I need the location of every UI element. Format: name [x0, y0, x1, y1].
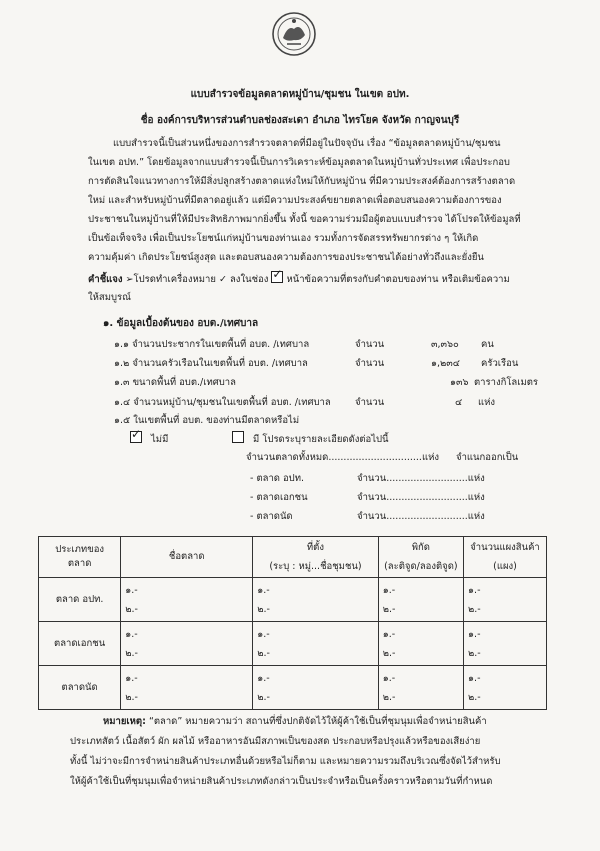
instructions-cont: ให้สมบูรณ์: [88, 292, 131, 303]
arrow-icon: ➢: [125, 274, 134, 285]
col-header-type: ประเภทของ ตลาด: [39, 537, 121, 578]
item-value: ๑๓๖: [450, 377, 469, 388]
note-first-line: [103, 714, 487, 729]
stalls-cell[interactable]: ๑.- ๒.-: [464, 578, 547, 622]
note-line: ให้ผู้ค้าใช้เป็นที่ชุมนุมเพื่อจำหน่ายสินค้าประเภทดังกล่าวเป็นประจำหรือเป็นครั้งคราวหรือตามวันที่กำหนด: [70, 776, 493, 787]
col-header-name: ชื่อตลาด: [121, 537, 253, 578]
row-type: ตลาดนัด: [39, 666, 121, 710]
name-cell[interactable]: ๑.- ๒.-: [121, 578, 253, 622]
checkbox-yes[interactable]: [232, 431, 244, 443]
location-subheader: (ระบุ : หมู่...ชื่อชุมชน): [269, 561, 362, 572]
stalls-subheader: (แผง): [493, 561, 517, 572]
location-cell[interactable]: ๑.- ๒.-: [253, 622, 378, 666]
checked-box-icon: [271, 271, 283, 283]
row-type: ตลาดเอกชน: [39, 622, 121, 666]
qty-label: จำนวน: [357, 511, 387, 522]
row-type: ตลาด อปท.: [39, 578, 121, 622]
location-header: ที่ตั้ง: [306, 542, 324, 553]
item-unit: ตารางกิโลเมตร: [474, 377, 539, 388]
option-no-label: ไม่มี: [151, 434, 169, 445]
table-row: [39, 622, 547, 666]
option-yes-label: มี โปรดระบุรายละเอียดดังต่อไปนี้: [253, 434, 389, 445]
qty-label: จำนวน: [355, 397, 385, 408]
table-row: [39, 578, 547, 622]
col-header-coords: [378, 537, 463, 578]
col-header-location: [253, 537, 378, 578]
qty-label: จำนวน: [357, 492, 387, 503]
note-line: ทั้งนี้ ไม่ว่าจะมีการจำหน่ายสินค้าประเภทอื่นด้วยหรือไม่ก็ตาม และหมายความรวมถึงบริเวณซึ่งจัดไว้สำหรับ: [70, 756, 501, 767]
qty-label: จำนวน: [357, 473, 387, 484]
organization-line: ชื่อ องค์การบริหารส่วนตำบลช่องสะเดา อำเภอ ไทรโยค จังหวัด กาญจนบุรี: [140, 115, 460, 126]
qty-label: จำนวน: [355, 339, 385, 350]
note-line: ประเภทสัตว์ เนื้อสัตว์ ผัก ผลไม้ หรืออาหารอันมีสภาพเป็นของสด ประกอบหรือปรุงแล้วหรือของเสียง่าย: [70, 736, 481, 747]
intro-line: การตัดสินใจแนวทางการให้มีสิ่งปลูกสร้างตลาดแห่งใหม่ให้กับหมู่บ้าน ที่มีความประสงค์ต้องการสร้างตลาด: [88, 176, 516, 187]
checkbox-no[interactable]: [130, 431, 142, 443]
option-yes[interactable]: [232, 431, 389, 447]
name-cell[interactable]: ๑.- ๒.-: [121, 666, 253, 710]
coords-cell[interactable]: ๑.- ๒.-: [378, 622, 463, 666]
table-row: [39, 666, 547, 710]
item-value: ๓,๓๖๐: [431, 339, 459, 350]
stalls-cell[interactable]: ๑.- ๒.-: [464, 622, 547, 666]
item-label: ๑.๑ จำนวนประชากรในเขตพื้นที่ อบต. /เทศบาล: [114, 339, 310, 350]
item-unit: แห่ง: [478, 397, 496, 408]
intro-line: เป็นข้อเท็จจริง เพื่อเป็นประโยชน์แก่หมู่บ้านของท่านเอง รวมทั้งการจัดสรรทรัพยากรต่าง ๆ ให้เกิด: [88, 233, 479, 244]
name-cell[interactable]: ๑.- ๒.-: [121, 622, 253, 666]
survey-title: แบบสำรวจข้อมูลตลาดหมู่บ้าน/ชุมชน ในเขต อปท.: [190, 89, 410, 100]
market-table: [38, 536, 547, 710]
coords-subheader: (ละติจูด/ลองติจูด): [384, 561, 458, 572]
unit-label: แห่ง: [467, 492, 485, 503]
instructions: [88, 271, 510, 287]
coords-cell[interactable]: ๑.- ๒.-: [378, 666, 463, 710]
unit-label: แห่ง: [467, 473, 485, 484]
item-unit: คน: [481, 339, 494, 350]
location-cell[interactable]: ๑.- ๒.-: [253, 578, 378, 622]
intro-line: ในเขต อปท.” โดยข้อมูลจากแบบสำรวจนี้เป็นการวิเคราะห์ข้อมูลตลาดในหมู่บ้านทั่วประเทศ เพื่อประกอบ: [88, 157, 510, 168]
stalls-header: จำนวนแผงสินค้า: [470, 542, 540, 553]
checkmark-icon: ✓: [218, 274, 227, 285]
sub-field[interactable]: จำนวน...........................แห่ง: [357, 511, 485, 522]
intro-line: ประชาชนในหมู่บ้านที่ให้มีประสิทธิภาพมากยิ่งขึ้น ทั้งนี้ ขอความร่วมมือผู้ตอบแบบสำรวจ ได้โปรดให้ข้อมูลที่: [88, 214, 521, 225]
item-label: ๑.๓ ขนาดพื้นที่ อบต./เทศบาล: [114, 377, 236, 388]
note-label: หมายเหตุ:: [103, 716, 146, 727]
intro-line: ความคุ้มค่า เกิดประโยชน์สูงสุด และตอบสนองความต้องการของประชาชนได้อย่างทั่วถึงและยั่งยืน: [88, 252, 484, 263]
instructions-text: ลงในช่อง: [229, 274, 269, 285]
location-cell[interactable]: ๑.- ๒.-: [253, 666, 378, 710]
total-markets: จำนวนตลาดทั้งหมด...............................แห่ง จำแนกออกเป็น: [246, 452, 519, 463]
qty-label: จำนวน: [355, 358, 385, 369]
section-title: ๑. ข้อมูลเบื้องต้นของ อบต./เทศบาล: [103, 318, 259, 329]
stalls-cell[interactable]: ๑.- ๒.-: [464, 666, 547, 710]
sub-field[interactable]: จำนวน...........................แห่ง: [357, 492, 485, 503]
sub-field[interactable]: จำนวน...........................แห่ง: [357, 473, 485, 484]
item-unit: ครัวเรือน: [481, 358, 519, 369]
item-value: ๑,๒๓๔: [431, 358, 460, 369]
breakdown-label: จำแนกออกเป็น: [456, 452, 519, 463]
instructions-text: โปรดทำเครื่องหมาย: [133, 274, 216, 285]
total-label: จำนวนตลาดทั้งหมด: [246, 452, 329, 463]
note-line: “ตลาด” หมายความว่า สถานที่ซึ่งปกติจัดไว้ให้ผู้ค้าใช้เป็นที่ชุมนุมเพื่อจำหน่ายสินค้า: [148, 716, 487, 727]
item-label: ๑.๒ จำนวนครัวเรือนในเขตพื้นที่ อบต. /เทศบาล: [114, 358, 308, 369]
sub-label: - ตลาด อปท.: [250, 473, 304, 484]
item-value: ๔: [455, 397, 463, 408]
question-15: ๑.๕ ในเขตพื้นที่ อบต. ของท่านมีตลาดหรือไม่: [114, 415, 300, 426]
total-unit: แห่ง: [421, 452, 439, 463]
sub-label: - ตลาดเอกชน: [250, 492, 308, 503]
option-no[interactable]: [130, 431, 168, 447]
table-header-row: [39, 537, 547, 578]
intro-line: แบบสำรวจนี้เป็นส่วนหนึ่งของการสำรวจตลาดที่มีอยู่ในปัจจุบัน เรื่อง “ข้อมูลตลาดหมู่บ้าน/ชุมชน: [113, 138, 501, 149]
item-label: ๑.๔ จำนวนหมู่บ้าน/ชุมชนในเขตพื้นที่ อบต. /เทศบาล: [114, 397, 331, 408]
instructions-label: คำชี้แจง: [88, 274, 123, 285]
coords-header: พิกัด: [411, 542, 430, 553]
organization-emblem-icon: [271, 11, 317, 57]
intro-line: ใหม่ และสำหรับหมู่บ้านที่มีตลาดอยู่แล้ว แต่มีความประสงค์ขยายตลาดเพื่อตอบสนองความต้องการของ: [88, 195, 502, 206]
coords-cell[interactable]: ๑.- ๒.-: [378, 578, 463, 622]
instructions-text: หน้าข้อความที่ตรงกับคำตอบของท่าน หรือเติมข้อความ: [286, 274, 510, 285]
col-header-stalls: [464, 537, 547, 578]
sub-label: - ตลาดนัด: [250, 511, 293, 522]
unit-label: แห่ง: [467, 511, 485, 522]
